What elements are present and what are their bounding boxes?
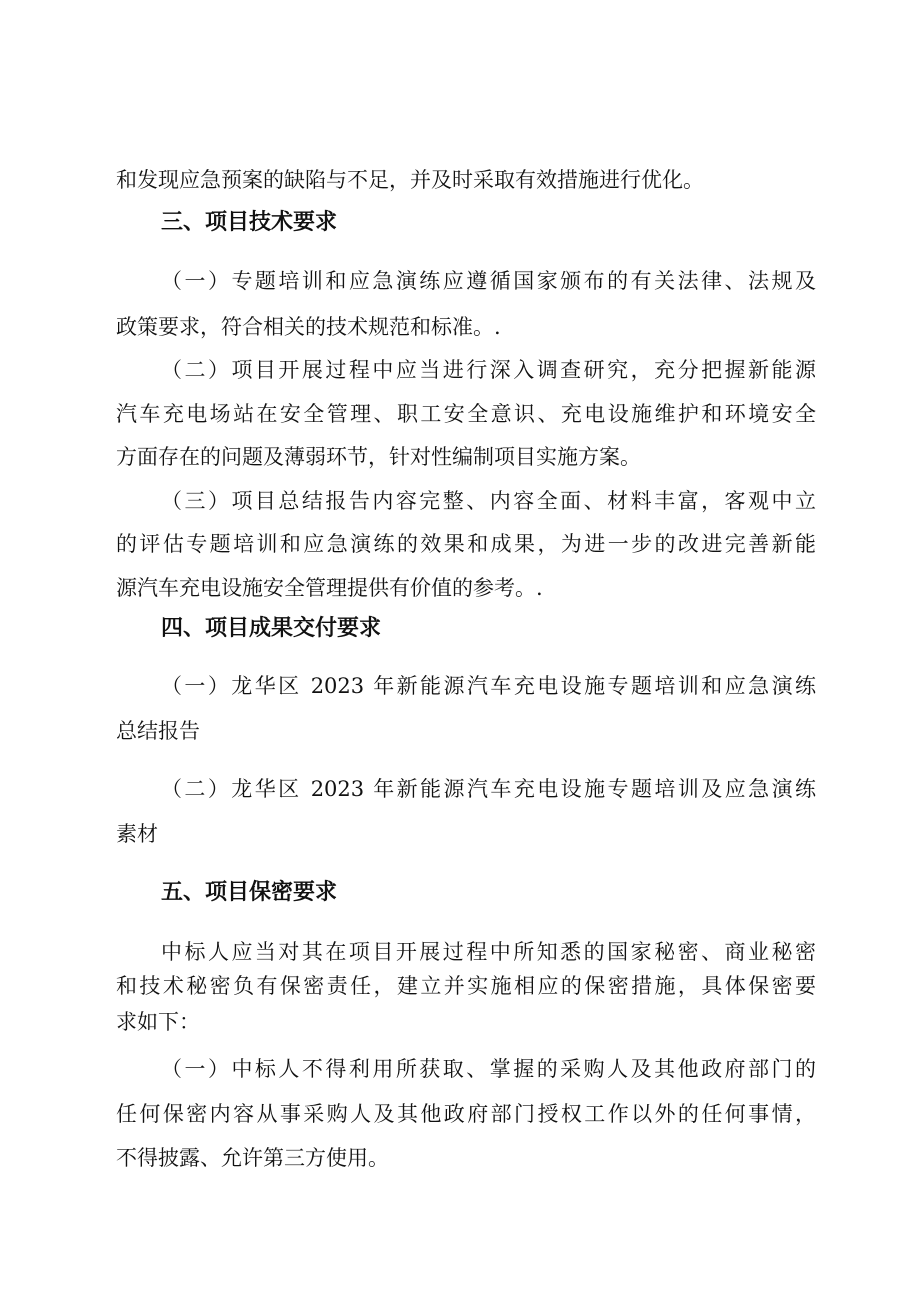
paragraph-line: 任何保密内容从事采购人及其他政府部门授权工作以外的任何事情，: [116, 1102, 816, 1126]
section-heading-4: 四、项目成果交付要求: [161, 616, 382, 641]
section-heading-5: 五、项目保密要求: [161, 880, 338, 905]
paragraph-line: 的评估专题培训和应急演练的效果和成果，为进一步的改进完善新能: [116, 532, 816, 556]
paragraph-line: （二）龙华区 2023 年新能源汽车充电设施专题培训及应急演练: [161, 777, 816, 801]
paragraph-line: 政策要求，符合相关的技术规范和标准。.: [116, 315, 501, 339]
paragraph-line: （一）中标人不得利用所获取、掌握的采购人及其他政府部门的: [161, 1057, 816, 1081]
paragraph-line: 不得披露、允许第三方使用。: [116, 1146, 389, 1170]
section-heading-3: 三、项目技术要求: [161, 210, 338, 235]
paragraph-line: 素材: [116, 822, 158, 846]
paragraph-line: 汽车充电场站在安全管理、职工安全意识、充电设施维护和环境安全: [116, 402, 816, 426]
paragraph-line: 源汽车充电设施安全管理提供有价值的参考。.: [116, 576, 543, 600]
paragraph-line: （一）专题培训和应急演练应遵循国家颁布的有关法律、法规及: [161, 269, 816, 293]
paragraph-line: （二）项目开展过程中应当进行深入调查研究，充分把握新能源: [161, 358, 816, 382]
paragraph-line: （三）项目总结报告内容完整、内容全面、材料丰富，客观中立: [161, 489, 816, 513]
paragraph-line: 总结报告: [116, 719, 200, 743]
paragraph-line: 方面存在的问题及薄弱环节，针对性编制项目实施方案。: [116, 445, 641, 469]
paragraph-line: 和技术秘密负有保密责任，建立并实施相应的保密措施，具体保密要: [116, 974, 816, 998]
paragraph-line: 和发现应急预案的缺陷与不足，并及时采取有效措施进行优化。: [116, 168, 704, 192]
paragraph-line: （一）龙华区 2023 年新能源汽车充电设施专题培训和应急演练: [161, 674, 816, 698]
paragraph-line: 中标人应当对其在项目开展过程中所知悉的国家秘密、商业秘密: [161, 940, 816, 964]
paragraph-line: 求如下：: [116, 1010, 200, 1034]
